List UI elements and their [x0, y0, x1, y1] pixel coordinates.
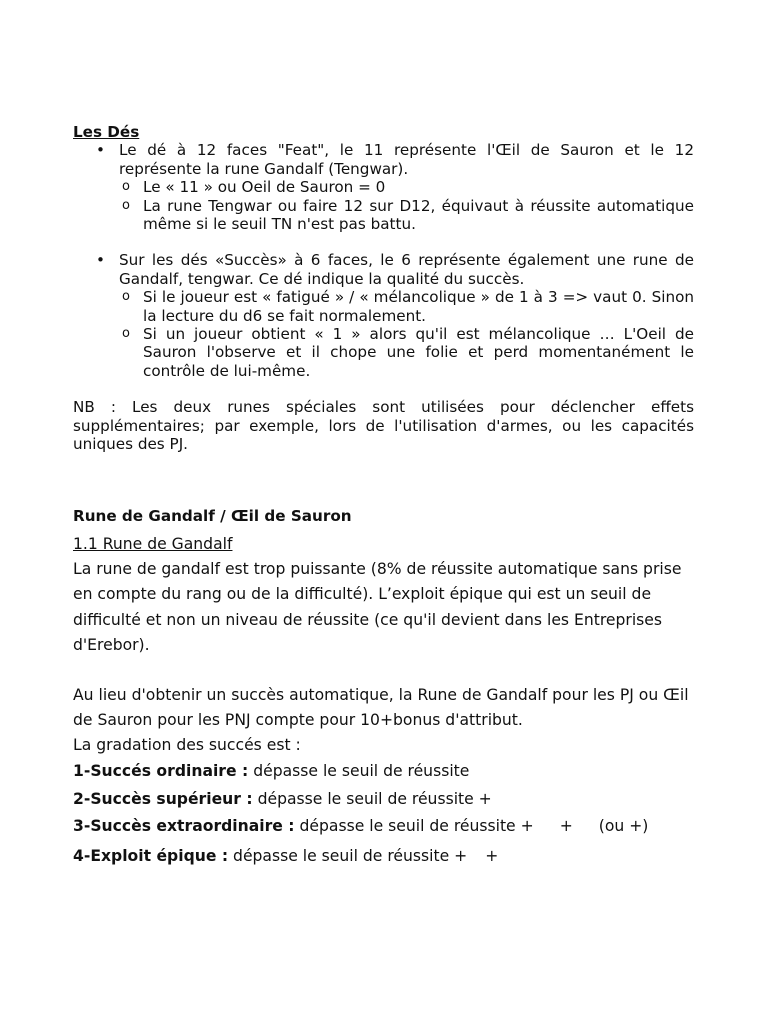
level-label: 2-Succès supérieur :	[73, 789, 253, 808]
gradation-level	[73, 847, 694, 865]
list-item	[96, 141, 694, 178]
gradation-level	[73, 817, 694, 835]
paragraph: La rune de gandalf est trop puissante (8% de réussite automatique sans prise en compte du rang ou de la difficulté). L’exploit épique qui est un seuil de difficulté et non un niveau de réussite (ce qu'il devient dans les Entreprises d'Erebor).	[73, 560, 682, 654]
level-label: 4-Exploit épique :	[73, 846, 229, 865]
level-extra: +	[485, 846, 499, 865]
section-title-des: Les Dés	[73, 123, 140, 141]
level-text: dépasse le seuil de réussite +	[233, 846, 468, 865]
gradation-intro: La gradation des succés est :	[73, 736, 301, 755]
list-item-text: Sur les dés «Succès» à 6 faces, le 6 représente également une rune de Gandalf, tengwar. Ce dé indique la qualité du succès.	[119, 251, 694, 288]
sub-list-item	[122, 288, 694, 325]
document-page	[73, 123, 694, 865]
level-text: dépasse le seuil de réussite	[253, 761, 470, 780]
level-label: 1-Succés ordinaire :	[73, 761, 249, 780]
section-title-rune: Rune de Gandalf / Œil de Sauron	[73, 506, 352, 525]
paragraph: Au lieu d'obtenir un succès automatique, la Rune de Gandalf pour les PJ ou Œil de Sauron pour les PNJ compte pour 10+bonus d'attribut.	[73, 685, 689, 730]
bullet-icon: •	[96, 251, 105, 270]
level-extra: +	[559, 816, 573, 835]
gradation-level	[73, 790, 694, 808]
level-label: 3-Succès extraordinaire :	[73, 816, 295, 835]
list-item	[96, 251, 694, 288]
circle-bullet-icon: o	[122, 197, 130, 213]
sub-list-item	[122, 325, 694, 380]
subsection-title: 1.1 Rune de Gandalf	[73, 534, 233, 553]
circle-bullet-icon: o	[122, 289, 130, 305]
circle-bullet-icon: o	[122, 179, 130, 195]
sub-list-item	[122, 196, 694, 234]
level-extra: (ou +)	[598, 816, 649, 835]
sub-list-item-text: La rune Tengwar ou faire 12 sur D12, équivaut à réussite automatique même si le seuil TN n'est pas battu.	[143, 196, 694, 234]
sub-list-item	[122, 178, 694, 197]
level-text: dépasse le seuil de réussite +	[299, 816, 534, 835]
bullet-icon: •	[96, 141, 105, 160]
list-item-text: Le dé à 12 faces "Feat", le 11 représente l'Œil de Sauron et le 12 représente la rune Gandalf (Tengwar).	[119, 141, 694, 178]
gradation-level	[73, 762, 694, 780]
sub-list-item-text: Si le joueur est « fatigué » / « mélancolique » de 1 à 3 => vaut 0. Sinon la lecture du d6 se fait normalement.	[143, 288, 694, 325]
sub-list-item-text: Si un joueur obtient « 1 » alors qu'il est mélancolique … L'Oeil de Sauron l'observe et il chope une folie et perd momentanément le contrôle de lui-même.	[143, 325, 694, 380]
sub-list-item-text: Le « 11 » ou Oeil de Sauron = 0	[143, 178, 386, 197]
circle-bullet-icon: o	[122, 326, 130, 342]
level-text: dépasse le seuil de réussite +	[257, 789, 492, 808]
nb-paragraph: NB : Les deux runes spéciales sont utilisées pour déclencher effets supplémentaires; par exemple, lors de l'utilisation d'armes, ou les capacités uniques des PJ.	[73, 398, 694, 454]
